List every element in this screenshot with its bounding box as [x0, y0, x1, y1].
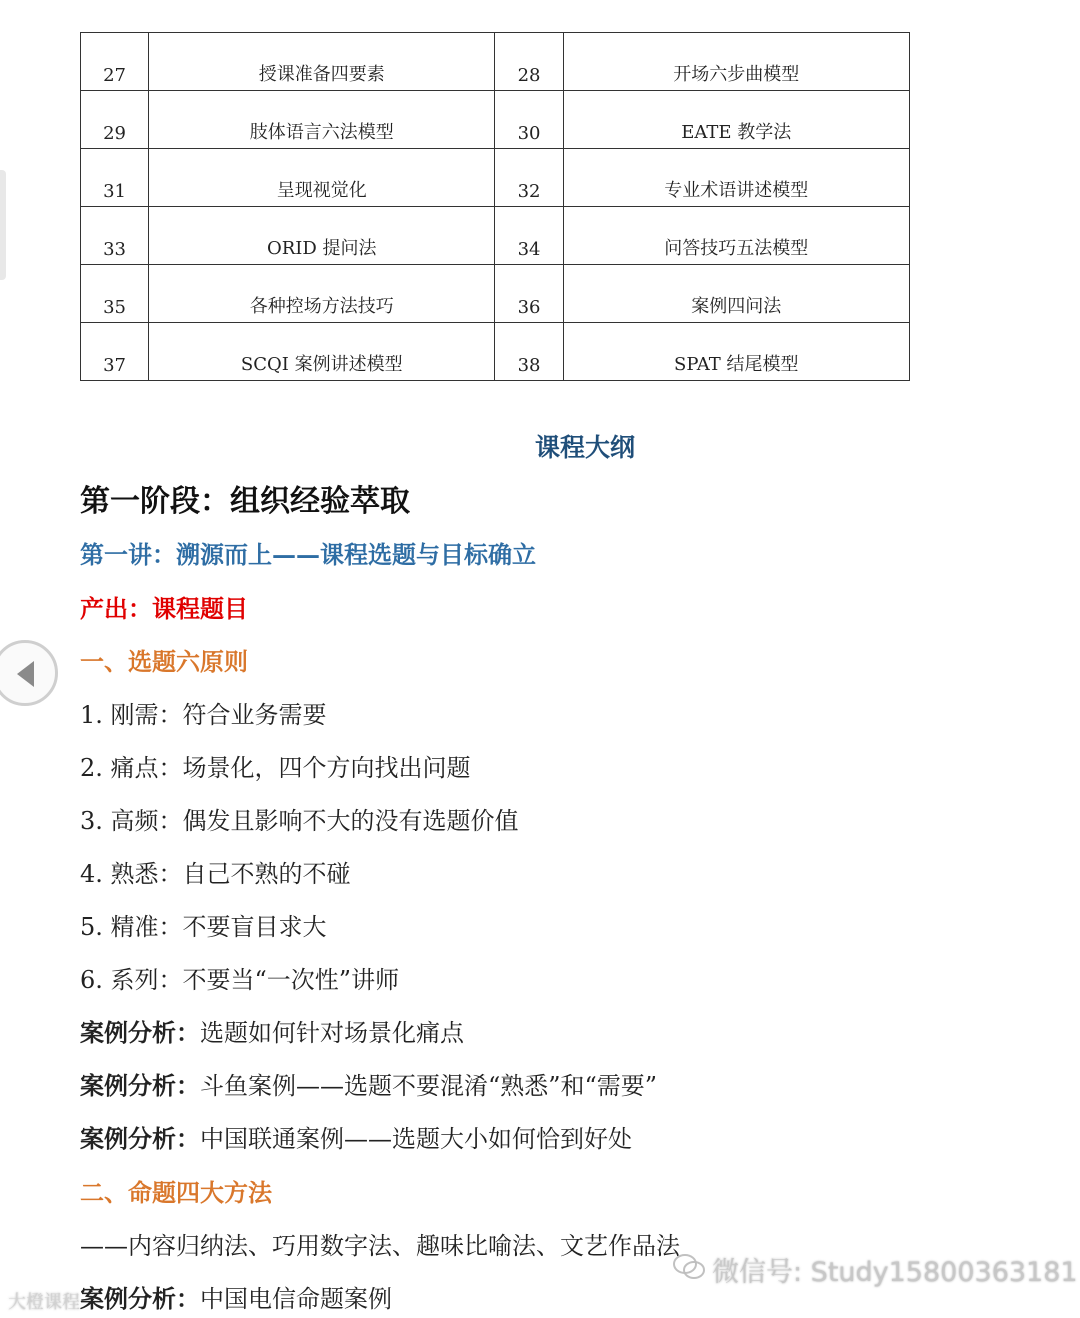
table-row: [81, 207, 910, 265]
stage-heading: 第一阶段：组织经验萃取: [80, 484, 410, 519]
previous-page-button[interactable]: [0, 640, 58, 706]
section-heading-principles: 一、选题六原则: [80, 647, 248, 676]
table-cell-name: SPAT 结尾模型: [563, 323, 909, 381]
wechat-watermark: [672, 1250, 1078, 1289]
case-text: 斗鱼案例——选题不要混淆“熟悉”和“需要”: [200, 1072, 658, 1100]
table-cell-name: EATE 教学法: [563, 91, 909, 149]
table-row: [81, 91, 910, 149]
principle-item: 4. 熟悉：自己不熟的不碰: [80, 860, 351, 888]
table-cell-num: 32: [495, 149, 563, 207]
principle-item: 5. 精准：不要盲目求大: [80, 913, 327, 941]
methods-line: ——内容归纳法、巧用数字法、趣味比喻法、文艺作品法: [80, 1232, 680, 1260]
case-text: 中国联通案例——选题大小如何恰到好处: [200, 1125, 632, 1153]
table-row: [81, 149, 910, 207]
table-cell-name: 开场六步曲模型: [563, 33, 909, 91]
table-cell-name: SCQI 案例讲述模型: [149, 323, 495, 381]
output-heading: 产出：课程题目: [80, 594, 248, 623]
table-cell-num: 30: [495, 91, 563, 149]
table-cell-num: 29: [81, 91, 149, 149]
table-cell-name: 案例四问法: [563, 265, 909, 323]
case-label: 案例分析：: [80, 1071, 200, 1100]
case-label: 案例分析：: [80, 1124, 200, 1153]
model-table: [80, 32, 910, 381]
principle-item: 2. 痛点：场景化，四个方向找出问题: [80, 754, 471, 782]
table-row: [81, 265, 910, 323]
table-cell-name: ORID 提问法: [149, 207, 495, 265]
table-cell-name: 呈现视觉化: [149, 149, 495, 207]
table-cell-num: 33: [81, 207, 149, 265]
table-cell-name: 授课准备四要素: [149, 33, 495, 91]
table-cell-name: 问答技巧五法模型: [563, 207, 909, 265]
case-line: [80, 1119, 632, 1154]
wechat-watermark-text: 微信号: Study15800363181: [712, 1257, 1078, 1288]
table-cell-num: 38: [495, 323, 563, 381]
case-line: [80, 1066, 657, 1101]
principle-item: 6. 系列：不要当“一次性”讲师: [80, 966, 400, 994]
case-label: 案例分析：: [80, 1018, 200, 1047]
table-cell-name: 专业术语讲述模型: [563, 149, 909, 207]
table-cell-num: 36: [495, 265, 563, 323]
table-cell-name: 肢体语言六法模型: [149, 91, 495, 149]
case-line: [80, 1013, 464, 1048]
outline-title: 课程大纲: [534, 433, 635, 462]
table-cell-num: 37: [81, 323, 149, 381]
table-row: [81, 33, 910, 91]
table-cell-num: 34: [495, 207, 563, 265]
case-text: 中国电信命题案例: [200, 1285, 392, 1313]
principle-item: 3. 高频：偶发且影响不大的没有选题价值: [80, 807, 519, 835]
table-cell-name: 各种控场方法技巧: [149, 265, 495, 323]
side-tab[interactable]: [0, 170, 6, 280]
wechat-icon: [672, 1253, 706, 1288]
case-label: 案例分析：: [80, 1284, 200, 1313]
table-cell-num: 27: [81, 33, 149, 91]
table-cell-num: 31: [81, 149, 149, 207]
arrow-left-icon: [17, 661, 34, 687]
section-heading-methods: 二、命题四大方法: [80, 1178, 272, 1207]
table-cell-num: 35: [81, 265, 149, 323]
principle-item: 1. 刚需：符合业务需要: [80, 701, 327, 729]
case-text: 选题如何针对场景化痛点: [200, 1019, 464, 1047]
case-line: [80, 1279, 392, 1314]
table-cell-num: 28: [495, 33, 563, 91]
table-row: [81, 323, 910, 381]
lecture-heading: 第一讲：溯源而上——课程选题与目标确立: [80, 540, 536, 569]
brand-watermark: [8, 1288, 80, 1314]
brand-watermark-text: 大橙课程: [8, 1292, 80, 1313]
